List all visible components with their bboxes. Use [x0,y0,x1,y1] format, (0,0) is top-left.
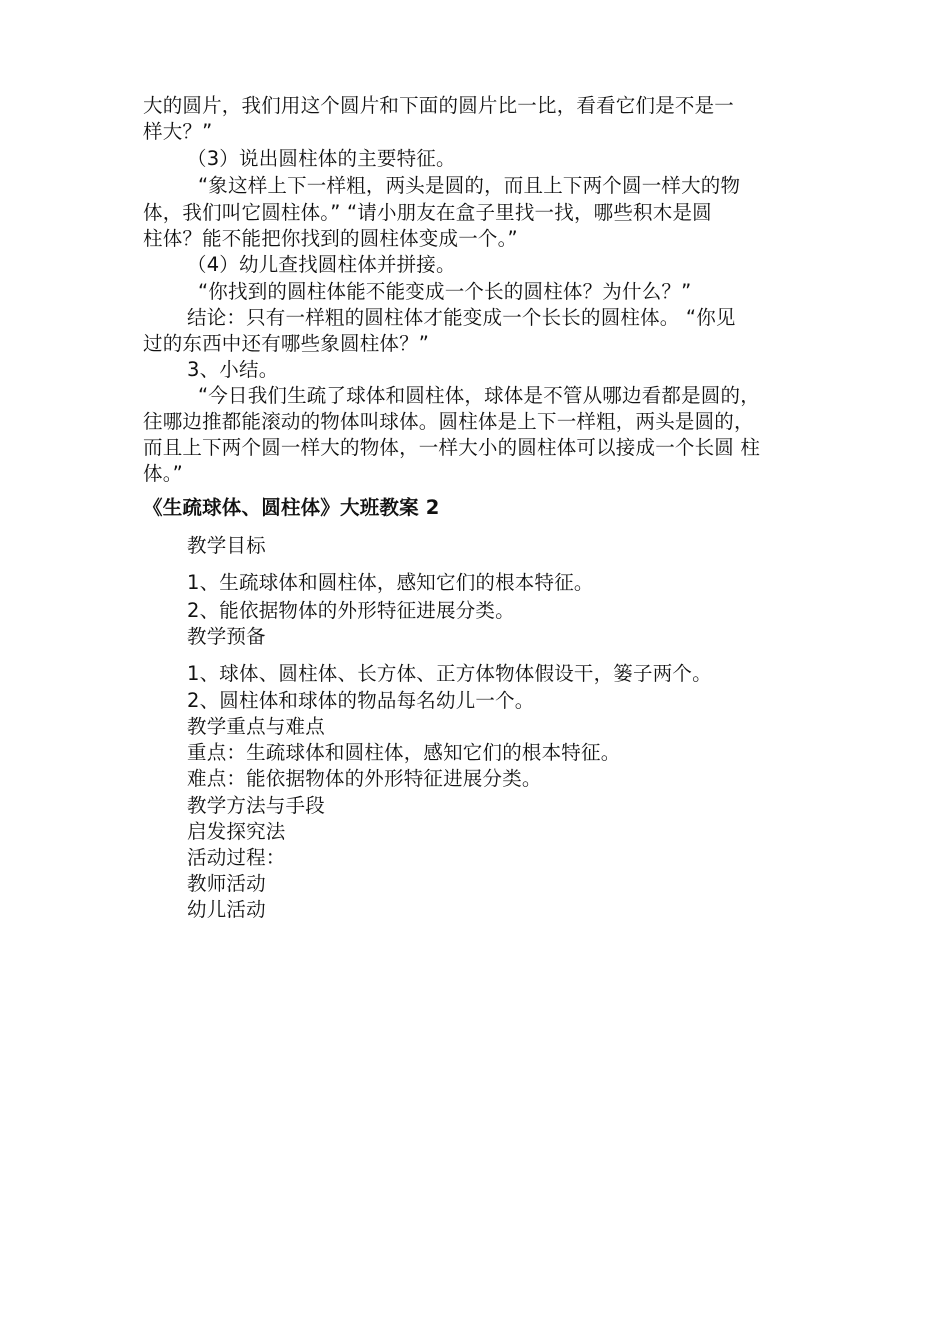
subheading: 教学目标 [187,534,266,557]
list-item: 2、能依据物体的外形特征进展分类。 [187,599,515,622]
step-heading: （4）幼儿查找圆柱体并拼接。 [187,253,456,276]
paragraph-line: 柱体？能不能把你找到的圆柱体变成一个。” [143,227,518,250]
paragraph-line: “你找到的圆柱体能不能变成一个长的圆柱体？为什么？” [198,280,692,303]
paragraph-line: 重点：生疏球体和圆柱体，感知它们的根本特征。 [187,741,621,764]
paragraph-line: 样大？” [143,120,213,143]
list-item: 2、圆柱体和球体的物品每名幼儿一个。 [187,689,535,712]
paragraph-line: 过的东西中还有哪些象圆柱体？” [143,332,430,355]
subheading: 教学方法与手段 [187,794,325,817]
paragraph-line: 教师活动 [187,872,266,895]
list-item: 1、球体、圆柱体、长方体、正方体物体假设干，篓子两个。 [187,662,712,685]
paragraph-line: 结论：只有一样粗的圆柱体才能变成一个长长的圆柱体。 “你见 [187,306,736,329]
paragraph-line: “今日我们生疏了球体和圆柱体，球体是不管从哪边看都是圆的， [198,384,760,407]
subheading: 教学预备 [187,625,266,648]
paragraph-line: 大的圆片，我们用这个圆片和下面的圆片比一比，看看它们是不是一 [143,94,735,117]
list-item: 1、生疏球体和圆柱体，感知它们的根本特征。 [187,571,594,594]
step-heading: 3、小结。 [187,358,279,381]
paragraph-line: 体，我们叫它圆柱体。” “请小朋友在盒子里找一找，哪些积木是圆 [143,201,712,224]
paragraph-line: 而且上下两个圆一样大的物体，一样大小的圆柱体可以接成一个长圆 柱 [143,436,761,459]
paragraph-line: 幼儿活动 [187,898,266,921]
paragraph-line: 启发探究法 [187,820,286,843]
paragraph-line: 往哪边推都能滚动的物体叫球体。圆柱体是上下一样粗，两头是圆的， [143,410,754,433]
step-heading: （3）说出圆柱体的主要特征。 [187,147,456,170]
subheading: 教学重点与难点 [187,715,325,738]
subheading: 活动过程： [187,846,286,869]
section-title: 《生疏球体、圆柱体》大班教案 2 [143,496,440,519]
paragraph-line: 体。” [143,462,183,485]
paragraph-line: “象这样上下一样粗，两头是圆的，而且上下两个圆一样大的物 [198,174,741,197]
paragraph-line: 难点：能依据物体的外形特征进展分类。 [187,767,542,790]
